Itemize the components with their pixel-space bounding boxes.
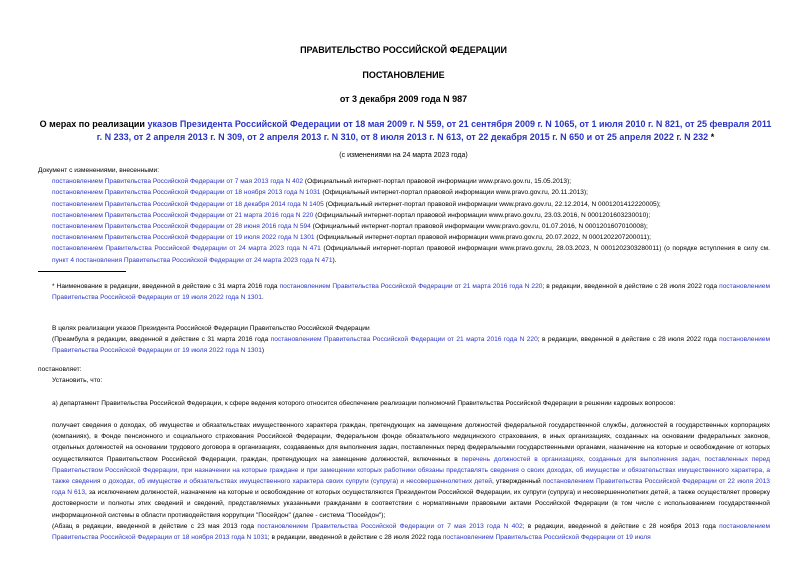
amendment-source: ). [332,256,337,264]
list-item [38,232,770,243]
footnote-text [38,281,770,303]
list-item [38,187,770,198]
footnote-link-2022[interactable]: постановлением Правительства Российской Федерации от 19 июля 2022 года N 1301 [52,283,770,302]
preamble-text: В целях реализации указов Президента Российской Федерации Правительство Российской Федерации [52,325,370,332]
government-heading: ПРАВИТЕЛЬСТВО РОССИЙСКОЙ ФЕДЕРАЦИИ [300,45,507,55]
amendments-list [38,165,770,266]
entry-into-force-link[interactable]: пункт 4 постановления Правительства Российской Федерации от 24 марта 2023 года N 471 [52,256,333,264]
amendment-link[interactable]: постановлением Правительства Российской Федерации от 18 декабря 2014 года N 1405 [52,200,324,208]
list-item [38,243,770,265]
footnote-link-2016[interactable]: постановлением Правительства Российской Федерации от 21 марта 2016 года N 220 [279,283,543,290]
abzac-part: ; в редакции, введенной в действие с 28 июля 2022 года [267,534,443,542]
amendment-source: (Официальный интернет-портал правовой информации www.pravo.gov.ru, 20.11.2013); [320,189,589,197]
footnote-part: ; в редакции, введенной в действие с 28 июля 2022 года [542,283,720,290]
abzac-part: (Абзац в редакции, введенной в действие с 23 мая 2013 года [52,522,258,530]
title-prefix: О мерах по реализации [39,119,148,129]
list-item [38,210,770,221]
amendment-link[interactable]: постановлением Правительства Российской Федерации от 19 июля 2022 года N 1301 [52,234,315,242]
amendment-source: (Официальный интернет-портал правовой информации www.pravo.gov.ru, 28.03.2023, N 0001202303280011) (о порядке вступления в силу см. [320,245,770,253]
list-item [38,176,770,187]
title-decrees-link[interactable]: указов Президента Российской Федерации от 18 мая 2009 г. N 559, от 21 сентября 2009 г. N 1065, от 1 июля 2010 г. N 821, от 25 февраля 2011 г. N 233, от 2 апреля 2013 г. N 309, от 2 апреля 2013 г. N 310, от 8 июля 2013 г. N 613, от 22 декабря 2015 г. N 650 и от 25 апреля 2022 г. N 232 [96,119,772,142]
paragraph-part: , за исключением должностей, назначение на которые и освобождение от которых осуществляются Президентом Российской Федерации, их супруги (супруга) и несовершеннолетних детей, а также осуществляет проверку достоверности и полноты этих сведений и сведений, представляемых указанными гражданами в соответствии с нормативными правовыми актами Российской Федерации (в том числе с использованием государственной информационной системы в области противодействия коррупции "Посейдон" (далее - система "Посейдон"); [52,489,771,519]
preamble-link-2022[interactable]: постановлением Правительства Российской Федерации от 19 июля 2022 года N 1301 [52,336,770,355]
abzac-link-1301[interactable]: постановлением Правительства Российской Федерации от 19 июля [442,534,651,542]
abzac-part: ; в редакции, введенной в действие с 28 ноября 2013 года [522,522,720,530]
point-a [38,398,770,409]
abzac-link-1031[interactable]: постановлением Правительства Российской Федерации от 18 ноября 2013 года N 1031 [52,522,770,542]
amendment-source: (Официальный интернет-портал правовой информации www.pravo.gov.ru, 22.12.2014, N 0001201412220005); [323,200,661,208]
decree-613-link[interactable]: постановлением Правительства Российской Федерации от 22 июля 2013 года N 613 [52,478,770,497]
ustanovit-text: Установить, что: [52,377,103,385]
document-title [38,118,773,144]
document-date-number: от 3 декабря 2009 года N 987 [339,94,468,104]
preamble-note-part: ) [261,347,265,355]
document-type-heading: ПОСТАНОВЛЕНИЕ [362,70,445,80]
abzac-link-402[interactable]: постановлением Правительства Российской Федерации от 7 мая 2013 года N 402 [257,522,523,530]
amendment-link[interactable]: постановлением Правительства Российской Федерации от 24 марта 2023 года N 471 [52,245,321,253]
preamble-note-part: (Преамбула в редакции, введенной в действие с 31 марта 2016 года [52,336,271,344]
amendment-source: (Официальный интернет-портал правовой информации www.pravo.gov.ru, 23.03.2016, N 0001201603230010); [313,211,651,219]
amendment-source: (Официальный интернет-портал правовой информации www.pravo.gov.ru, 15.05.2013); [303,178,572,186]
postanovlyaet-text: постановляет: [38,366,82,373]
amendment-link[interactable]: постановлением Правительства Российской Федерации от 28 июня 2016 года N 594 [52,223,311,231]
abzac-note [38,521,770,543]
amendment-link[interactable]: постановлением Правительства Российской Федерации от 7 мая 2013 года N 402 [52,178,304,186]
list-item [38,199,770,210]
main-paragraph-text [38,420,770,521]
preamble [38,323,770,357]
list-item [38,221,770,232]
paragraph-part: получает сведения о доходах, об имуществе и обязательствах имущественного характера граждан, претендующих на замещение должностей федеральной государственной службы, должностей в государственных корпорациях (компаниях), в Фонде пенсионного и социального страхования Российской Федерации, Федеральном фонде обязательного медицинского страхования, в иных организациях, созданных на основании федеральных законов, отдельных должностей на основании трудового договора в организациях, создаваемых для выполнения задач, поставленных перед федеральными государственными органами, назначение на которые и освобождение от которых осуществляются Правительством Российской Федерации, граждан, претендующих на замещение должностей, включенных в [52,422,770,463]
paragraph-part: , утвержденный [491,478,543,486]
footnote-part: . [261,294,264,302]
amendments-intro: Документ с изменениями, внесенными: [38,167,160,174]
footnote-part: * Наименование в редакции, введенной в действие с 31 марта 2016 года [52,283,280,290]
footnote [38,281,770,303]
amendment-link[interactable]: постановлением Правительства Российской Федерации от 21 марта 2016 года N 220 [52,211,314,219]
title-asterisk: * [708,132,715,142]
decree-operative [38,364,770,386]
amendment-source: (Официальный интернет-портал правовой информации www.pravo.gov.ru, 01.07.2016, N 0001201607010008); [310,223,648,231]
point-a-text: а) департамент Правительства Российской Федерации, к сфере ведения которого относится обеспечение реализации полномочий Правительства Российской Федерации в решении кадровых вопросов: [52,400,676,407]
amendment-date-note: (с изменениями на 24 марта 2023 года) [339,152,468,159]
preamble-note [38,334,770,356]
footnote-divider [38,271,126,272]
positions-list-link[interactable]: перечень должностей в организациях, созданных для выполнения задач, поставленных перед Правительством Российской Федерации, при назначении на которые граждане и при замещении которых работники обязаны представлять сведения о своих доходах, об имуществе и обязательствах имущественного характера, а также сведения о доходах, об имуществе и обязательствах имущественного характера своих супруги (супруга) и несовершеннолетних детей [52,455,771,486]
preamble-link-2016[interactable]: постановлением Правительства Российской Федерации от 21 марта 2016 года N 220 [270,336,538,344]
amendment-link[interactable]: постановлением Правительства Российской Федерации от 18 ноября 2013 года N 1031 [52,189,321,197]
preamble-note-part: ; в редакции, введенной в действие с 28 июля 2022 года [537,336,720,344]
amendment-source: (Официальный интернет-портал правовой информации www.pravo.gov.ru, 20.07.2022, N 0001202207200011); [314,234,652,242]
main-paragraph [38,420,770,543]
